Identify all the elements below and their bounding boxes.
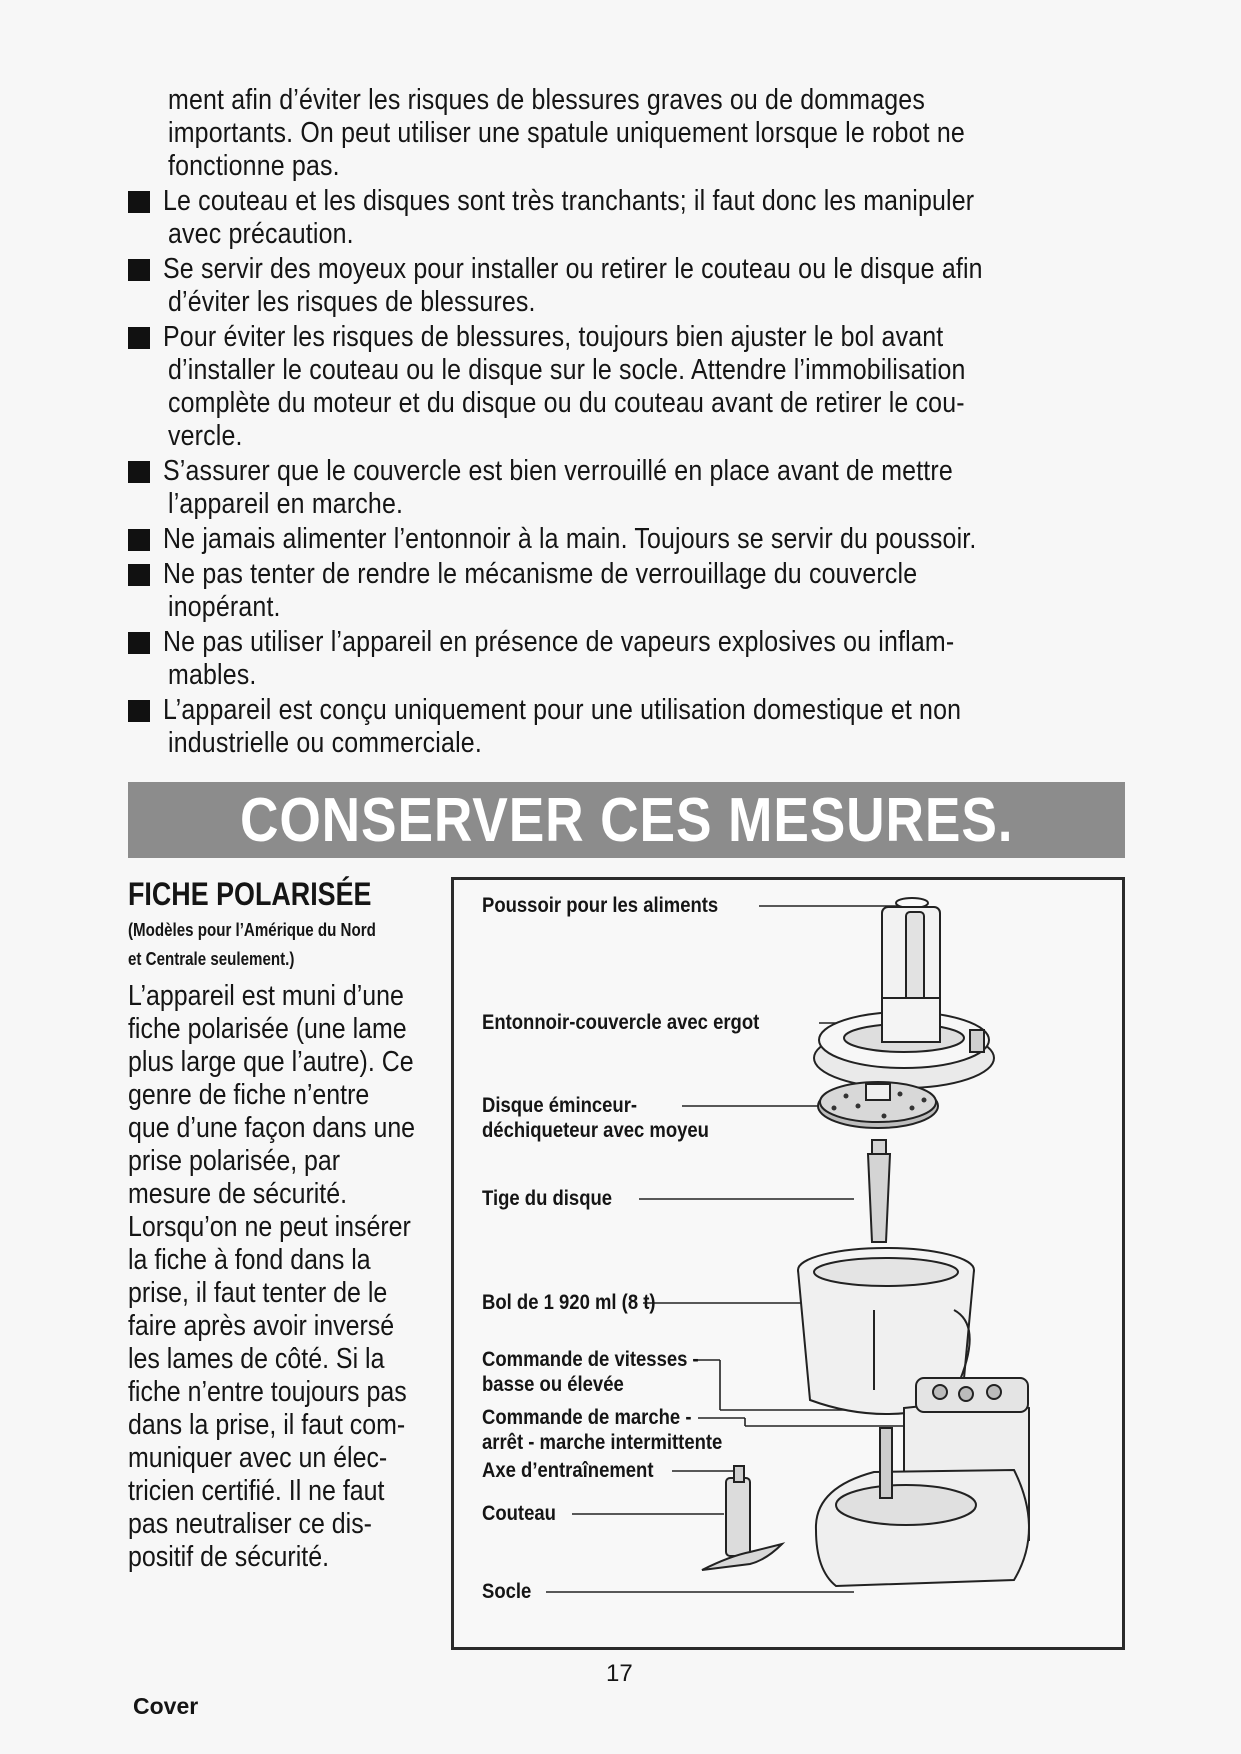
body-line: positif de sécurité. bbox=[128, 1541, 330, 1573]
body-line: que d’une façon dans une bbox=[128, 1112, 416, 1144]
bullet-square-icon bbox=[128, 564, 150, 586]
bullet-item bbox=[128, 626, 1158, 692]
label-disc-stem: Tige du disque bbox=[482, 1187, 613, 1210]
text-line: Ne pas utiliser l’appareil en présence de vapeurs explosives ou inflam- bbox=[163, 626, 955, 658]
body-line: fiche polarisée (une lame bbox=[128, 1013, 407, 1045]
footer-label: Cover bbox=[133, 1693, 199, 1719]
text-line: L’appareil est conçu uniquement pour une utilisation domestique et non bbox=[163, 694, 962, 726]
parts-diagram bbox=[451, 877, 1125, 1650]
text-line: l’appareil en marche. bbox=[168, 488, 404, 520]
body-line: la fiche à fond dans la bbox=[128, 1244, 371, 1276]
banner-text: CONSERVER CES MESURES. bbox=[239, 785, 1014, 855]
safety-list bbox=[128, 84, 1158, 762]
label-bowl: Bol de 1 920 ml (8 t) bbox=[482, 1291, 656, 1314]
text-line: vercle. bbox=[168, 420, 243, 452]
body-line: Lorsqu’on ne peut insérer bbox=[128, 1211, 411, 1243]
continued-paragraph bbox=[128, 84, 1158, 183]
body-line: faire après avoir inversé bbox=[128, 1310, 395, 1342]
text-line: importants. On peut utiliser une spatule uniquement lorsque le robot ne bbox=[168, 117, 965, 149]
text-line: Ne pas tenter de rendre le mécanisme de verrouillage du couvercle bbox=[163, 558, 918, 590]
body-line: prise polarisée, par bbox=[128, 1145, 341, 1177]
section-body bbox=[128, 980, 416, 1574]
text-line: d’éviter les risques de blessures. bbox=[168, 286, 536, 318]
text-line: d’installer le couteau ou le disque sur le socle. Attendre l’immobilisation bbox=[168, 354, 966, 386]
text-line: ment afin d’éviter les risques de blessures graves ou de dommages bbox=[168, 84, 926, 116]
bullet-square-icon bbox=[128, 529, 150, 551]
bullet-item bbox=[128, 694, 1158, 760]
label-feed-tube-lid: Entonnoir-couvercle avec ergot bbox=[482, 1011, 760, 1034]
label-blade: Couteau bbox=[482, 1502, 556, 1525]
label-drive-shaft: Axe d’entraînement bbox=[482, 1459, 654, 1482]
label-speed-control-line2: basse ou élevée bbox=[482, 1373, 624, 1396]
text-line: fonctionne pas. bbox=[168, 150, 340, 182]
body-line: prise, il faut tenter de le bbox=[128, 1277, 388, 1309]
label-power-control-line2: arrêt - marche intermittente bbox=[482, 1431, 723, 1454]
body-line: pas neutraliser ce dis- bbox=[128, 1508, 372, 1540]
bullet-item bbox=[128, 455, 1158, 521]
text-line: complète du moteur et du disque ou du couteau avant de retirer le cou- bbox=[168, 387, 965, 419]
label-base: Socle bbox=[482, 1580, 532, 1603]
bullet-item bbox=[128, 253, 1158, 319]
bullet-item bbox=[128, 523, 1158, 556]
section-title: FICHE POLARISÉE bbox=[128, 876, 372, 912]
text-line: industrielle ou commerciale. bbox=[168, 727, 482, 759]
page-number: 17 bbox=[606, 1660, 633, 1687]
body-line: L’appareil est muni d’une bbox=[128, 980, 404, 1012]
section-subtitle bbox=[128, 916, 405, 974]
text-line: Se servir des moyeux pour installer ou retirer le couteau ou le disque afin bbox=[163, 253, 983, 285]
body-line: tricien certifié. Il ne faut bbox=[128, 1475, 385, 1507]
text-line: S’assurer que le couvercle est bien verrouillé en place avant de mettre bbox=[163, 455, 953, 487]
body-line: dans la prise, il faut com- bbox=[128, 1409, 406, 1441]
body-line: fiche n’entre toujours pas bbox=[128, 1376, 407, 1408]
subtitle-line: (Modèles pour l’Amérique du Nord bbox=[128, 920, 376, 940]
text-line: Ne jamais alimenter l’entonnoir à la main. Toujours se servir du poussoir. bbox=[163, 523, 977, 555]
body-line: les lames de côté. Si la bbox=[128, 1343, 385, 1375]
label-speed-control-line1: Commande de vitesses - bbox=[482, 1348, 699, 1371]
body-line: genre de fiche n’entre bbox=[128, 1079, 370, 1111]
text-line: Pour éviter les risques de blessures, toujours bien ajuster le bol avant bbox=[163, 321, 944, 353]
bullet-square-icon bbox=[128, 191, 150, 213]
save-instructions-banner bbox=[128, 782, 1125, 858]
text-line: mables. bbox=[168, 659, 257, 691]
polarized-plug-section bbox=[128, 876, 458, 1574]
label-power-control-line1: Commande de marche - bbox=[482, 1406, 692, 1429]
label-food-pusher: Poussoir pour les aliments bbox=[482, 894, 719, 917]
bullet-item bbox=[128, 321, 1158, 453]
bullet-square-icon bbox=[128, 632, 150, 654]
text-line: Le couteau et les disques sont très tranchants; il faut donc les manipuler bbox=[163, 185, 975, 217]
text-line: inopérant. bbox=[168, 591, 281, 623]
food-processor-illustration bbox=[454, 880, 1122, 1647]
bullet-square-icon bbox=[128, 259, 150, 281]
text-line: avec précaution. bbox=[168, 218, 354, 250]
body-line: mesure de sécurité. bbox=[128, 1178, 348, 1210]
subtitle-line: et Centrale seulement.) bbox=[128, 949, 295, 969]
body-line: plus large que l’autre). Ce bbox=[128, 1046, 414, 1078]
bullet-square-icon bbox=[128, 461, 150, 483]
bullet-square-icon bbox=[128, 327, 150, 349]
bullet-item bbox=[128, 185, 1158, 251]
label-disc-line1: Disque éminceur- bbox=[482, 1094, 638, 1117]
bullet-square-icon bbox=[128, 700, 150, 722]
bullet-item bbox=[128, 558, 1158, 624]
body-line: muniquer avec un élec- bbox=[128, 1442, 388, 1474]
label-disc-line2: déchiqueteur avec moyeu bbox=[482, 1119, 709, 1142]
